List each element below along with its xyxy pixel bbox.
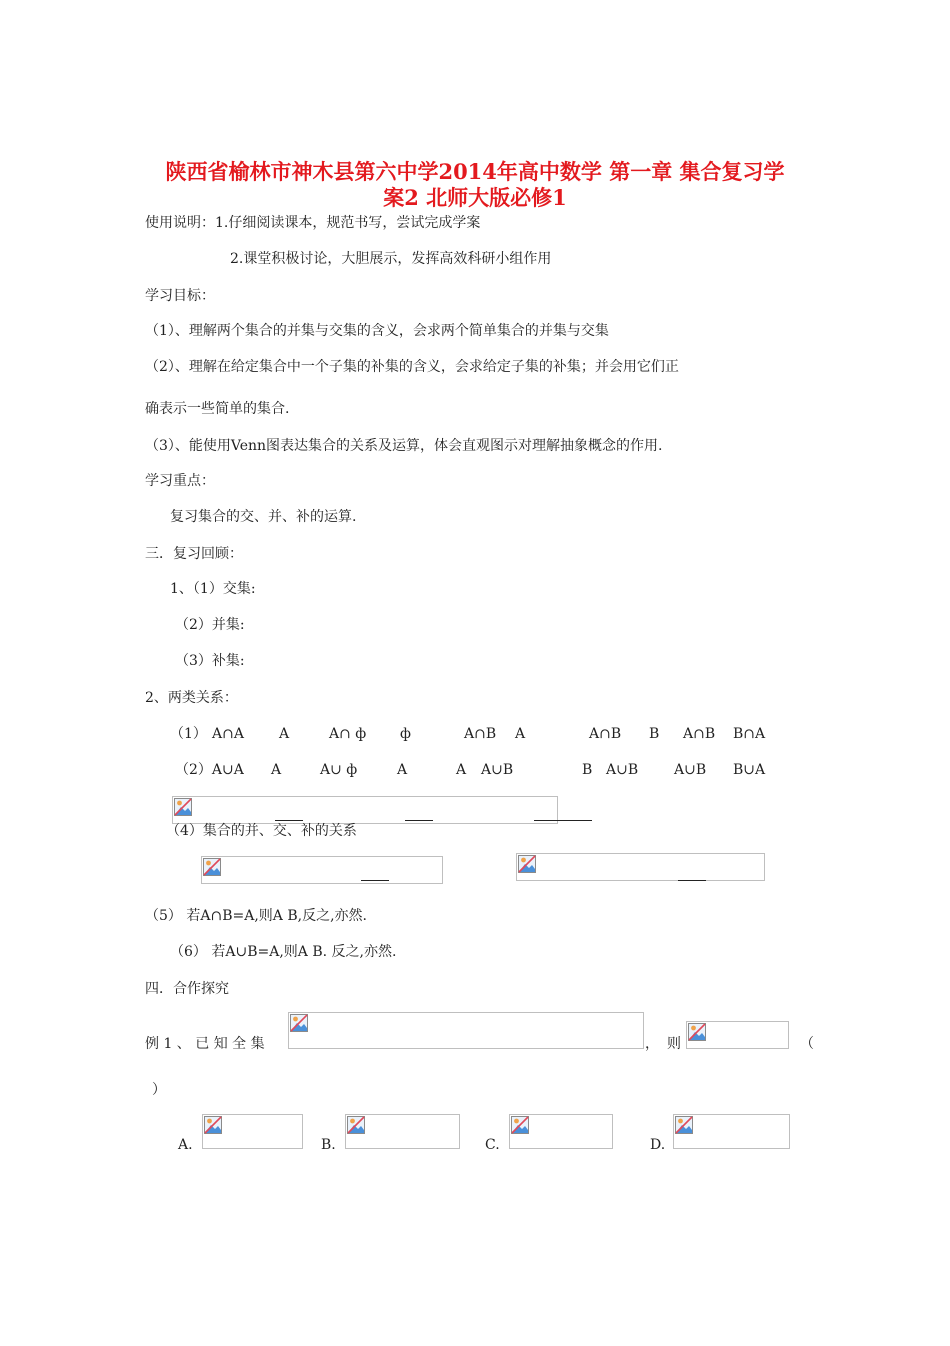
goal-item-1: （1）、理解两个集合的并集与交集的含义，会求两个简单集合的并集与交集 (145, 323, 609, 339)
review-union: （2）并集: (175, 617, 245, 633)
answer-paren-open: （ (800, 1036, 814, 1052)
goals-heading: 学习目标： (145, 288, 215, 304)
formula-image-placeholder (201, 856, 443, 884)
broken-image-icon (174, 798, 192, 816)
relation-row2-cell: A∪B (481, 762, 514, 778)
relation-row1-cell: ф (400, 726, 411, 742)
option-d-image (673, 1114, 790, 1149)
question-formula-image (686, 1021, 789, 1049)
blank-underline (275, 820, 303, 821)
option-c-image (509, 1114, 613, 1149)
relations-heading: 2、两类关系： (145, 690, 238, 706)
review-item-4: （4）集合的并、交、补的关系 (166, 823, 357, 839)
blank-underline (405, 820, 433, 821)
relation-row2-cell: B (582, 762, 593, 778)
focus-heading: 学习重点： (145, 473, 215, 489)
review-item-5: （5） 若A∩B=A,则A B,反之,亦然. (145, 908, 367, 924)
instructions-line-2: 2.课堂积极讨论，大胆展示，发挥高效科研小组作用 (230, 251, 552, 267)
answer-paren-close: ） (152, 1082, 166, 1098)
relation-row1-cell: A∩ ф (329, 726, 367, 742)
option-c-label: C. (485, 1137, 500, 1153)
focus-text: 复习集合的交、并、补的运算. (170, 509, 357, 525)
relation-row1-cell: A∩B (683, 726, 716, 742)
option-a-image (202, 1114, 303, 1149)
relation-row2-cell: A∪ ф (320, 762, 358, 778)
blank-underline (361, 880, 389, 881)
relation-row1-cell: A∩B (589, 726, 622, 742)
relation-row1-cell: A∩A (212, 726, 244, 742)
instructions-line-1: 使用说明：1.仔细阅读课本，规范书写，尝试完成学案 (145, 215, 481, 231)
option-a-label: A. (178, 1137, 193, 1153)
document-title-line-1: 陕西省榆林市神木县第六中学2014年高中数学 第一章 集合复习学 (165, 159, 785, 184)
review-heading: 三．复习回顾： (145, 546, 243, 562)
broken-image-icon (204, 1116, 222, 1134)
relation-row2-label: （2）A∪A (175, 762, 244, 778)
relation-row1-cell: A∩B (464, 726, 497, 742)
broken-image-icon (290, 1014, 308, 1032)
relation-row2-cell: B∪A (733, 762, 766, 778)
goal-item-2-continued: 确表示一些简单的集合. (145, 401, 290, 417)
relation-row2-cell: A (456, 762, 467, 778)
review-intersection: 1、（1）交集: (170, 581, 256, 597)
example-1-label: 例 1 、 已 知 全 集 (145, 1036, 265, 1052)
broken-image-icon (511, 1116, 529, 1134)
formula-image-placeholder (172, 796, 558, 824)
explore-heading: 四．合作探究 (145, 981, 229, 997)
relation-row2-cell: A∪B (674, 762, 707, 778)
example-comma: ， (645, 1036, 659, 1052)
goal-item-3: （3）、能使用Venn图表达集合的关系及运算，体会直观图示对理解抽象概念的作用. (145, 438, 663, 454)
document-title-line-2: 案2 北师大版必修1 (383, 185, 567, 210)
relation-row2-cell: A (397, 762, 408, 778)
broken-image-icon (203, 858, 221, 876)
example-then: 则 (667, 1036, 681, 1052)
relation-row1-label: （1） (170, 726, 207, 742)
review-complement: （3）补集: (175, 653, 245, 669)
relation-row1-cell: B (649, 726, 660, 742)
universal-set-formula-image (288, 1012, 644, 1049)
blank-underline (534, 820, 592, 821)
option-b-label: B. (321, 1137, 336, 1153)
broken-image-icon (675, 1116, 693, 1134)
relation-row1-cell: B∩A (733, 726, 766, 742)
broken-image-icon (347, 1116, 365, 1134)
review-item-6: （6） 若A∪B=A,则A B. 反之,亦然. (170, 944, 397, 960)
relation-row2-cell: A (271, 762, 282, 778)
goal-item-2: （2）、理解在给定集合中一个子集的补集的含义，会求给定子集的补集；并会用它们正 (145, 359, 679, 375)
relation-row1-cell: A (279, 726, 290, 742)
broken-image-icon (518, 855, 536, 873)
broken-image-icon (688, 1023, 706, 1041)
formula-image-placeholder (516, 853, 765, 881)
option-b-image (345, 1114, 460, 1149)
relation-row1-cell: A (515, 726, 526, 742)
blank-underline (678, 880, 706, 881)
relation-row2-cell: A∪B (606, 762, 639, 778)
option-d-label: D. (650, 1137, 666, 1153)
